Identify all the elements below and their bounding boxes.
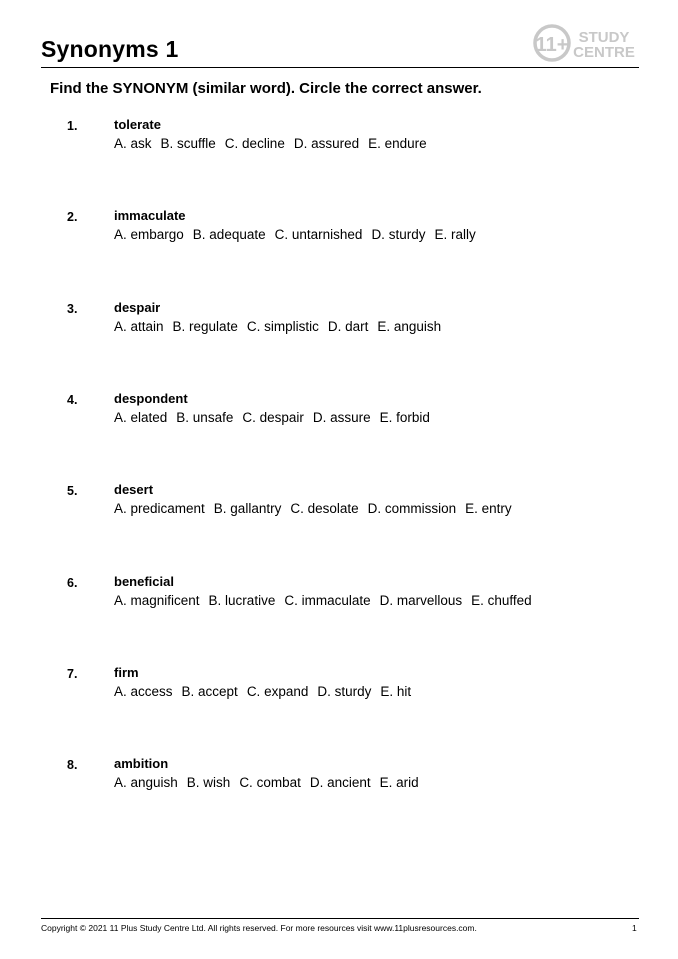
logo-line2: CENTRE xyxy=(573,44,635,61)
answer-option[interactable]: C. combat xyxy=(239,775,301,790)
answer-option[interactable]: C. despair xyxy=(242,410,304,425)
answer-option[interactable]: D. marvellous xyxy=(379,593,463,608)
answer-option[interactable]: B. regulate xyxy=(172,319,238,334)
answer-option[interactable]: E. endure xyxy=(368,136,427,151)
page-title: Synonyms 1 xyxy=(41,36,179,62)
answer-option[interactable]: D. dart xyxy=(327,319,369,334)
answer-option[interactable]: B. scuffle xyxy=(160,136,216,151)
answer-option[interactable]: B. wish xyxy=(186,775,231,790)
page-number: 1 xyxy=(632,923,637,933)
answer-option[interactable]: B. lucrative xyxy=(208,593,276,608)
question-item xyxy=(0,665,678,709)
logo-mark: 11+ xyxy=(535,34,569,56)
answer-option[interactable]: C. simplistic xyxy=(246,319,319,334)
question-number: 4. xyxy=(67,393,78,407)
question-word: firm xyxy=(114,665,139,680)
answer-option[interactable]: C. decline xyxy=(224,136,285,151)
study-centre-logo xyxy=(532,23,642,65)
answer-option[interactable]: C. expand xyxy=(246,684,309,699)
question-number: 5. xyxy=(67,484,78,498)
answer-options xyxy=(114,593,541,608)
answer-option[interactable]: A. access xyxy=(114,684,173,699)
answer-options xyxy=(114,136,436,151)
answer-option[interactable]: A. ask xyxy=(114,136,152,151)
question-number: 3. xyxy=(67,302,78,316)
question-item xyxy=(0,574,678,618)
answer-option[interactable]: A. attain xyxy=(114,319,164,334)
answer-option[interactable]: C. untarnished xyxy=(274,227,363,242)
answer-option[interactable]: E. anguish xyxy=(377,319,442,334)
answer-option[interactable]: E. chuffed xyxy=(471,593,532,608)
question-word: immaculate xyxy=(114,208,186,223)
footer-divider xyxy=(41,918,639,919)
answer-option[interactable]: C. desolate xyxy=(290,501,359,516)
answer-option[interactable]: B. unsafe xyxy=(176,410,234,425)
question-number: 6. xyxy=(67,576,78,590)
answer-option[interactable]: A. magnificent xyxy=(114,593,200,608)
answer-option[interactable]: B. adequate xyxy=(192,227,266,242)
answer-options xyxy=(114,410,439,425)
answer-option[interactable]: D. assure xyxy=(312,410,371,425)
answer-option[interactable]: D. commission xyxy=(367,501,457,516)
question-word: beneficial xyxy=(114,574,174,589)
question-word: ambition xyxy=(114,756,169,771)
question-item xyxy=(0,391,678,435)
question-item xyxy=(0,208,678,252)
answer-option[interactable]: E. entry xyxy=(465,501,512,516)
question-item xyxy=(0,300,678,344)
answer-option[interactable]: E. hit xyxy=(380,684,412,699)
answer-option[interactable]: A. embargo xyxy=(114,227,184,242)
answer-option[interactable]: A. predicament xyxy=(114,501,205,516)
answer-option[interactable]: D. ancient xyxy=(309,775,371,790)
question-word: desert xyxy=(114,482,154,497)
question-item xyxy=(0,756,678,800)
answer-options xyxy=(114,227,485,242)
answer-option[interactable]: A. elated xyxy=(114,410,168,425)
question-word: despondent xyxy=(114,391,188,406)
question-number: 2. xyxy=(67,210,78,224)
logo-line1: STUDY xyxy=(578,29,630,46)
question-word: tolerate xyxy=(114,117,161,132)
answer-options xyxy=(114,775,428,790)
answer-options xyxy=(114,319,450,334)
question-number: 7. xyxy=(67,667,78,681)
answer-options xyxy=(114,684,420,699)
footer-copyright: Copyright © 2021 11 Plus Study Centre Ltd. All rights reserved. For more resources visit www.11plusresources.com. xyxy=(41,923,477,933)
answer-option[interactable]: A. anguish xyxy=(114,775,178,790)
instruction-text: Find the SYNONYM (similar word). Circle the correct answer. xyxy=(50,80,482,97)
answer-option[interactable]: B. gallantry xyxy=(213,501,282,516)
question-item xyxy=(0,482,678,526)
answer-option[interactable]: D. sturdy xyxy=(317,684,372,699)
answer-option[interactable]: E. forbid xyxy=(379,410,430,425)
answer-options xyxy=(114,501,521,516)
question-item xyxy=(0,117,678,161)
question-number: 1. xyxy=(67,119,78,133)
answer-option[interactable]: B. accept xyxy=(181,684,238,699)
question-number: 8. xyxy=(67,758,78,772)
answer-option[interactable]: D. sturdy xyxy=(371,227,426,242)
answer-option[interactable]: C. immaculate xyxy=(284,593,371,608)
answer-option[interactable]: E. rally xyxy=(434,227,476,242)
question-word: despair xyxy=(114,300,161,315)
header-divider xyxy=(41,67,639,68)
answer-option[interactable]: D. assured xyxy=(293,136,360,151)
answer-option[interactable]: E. arid xyxy=(379,775,419,790)
